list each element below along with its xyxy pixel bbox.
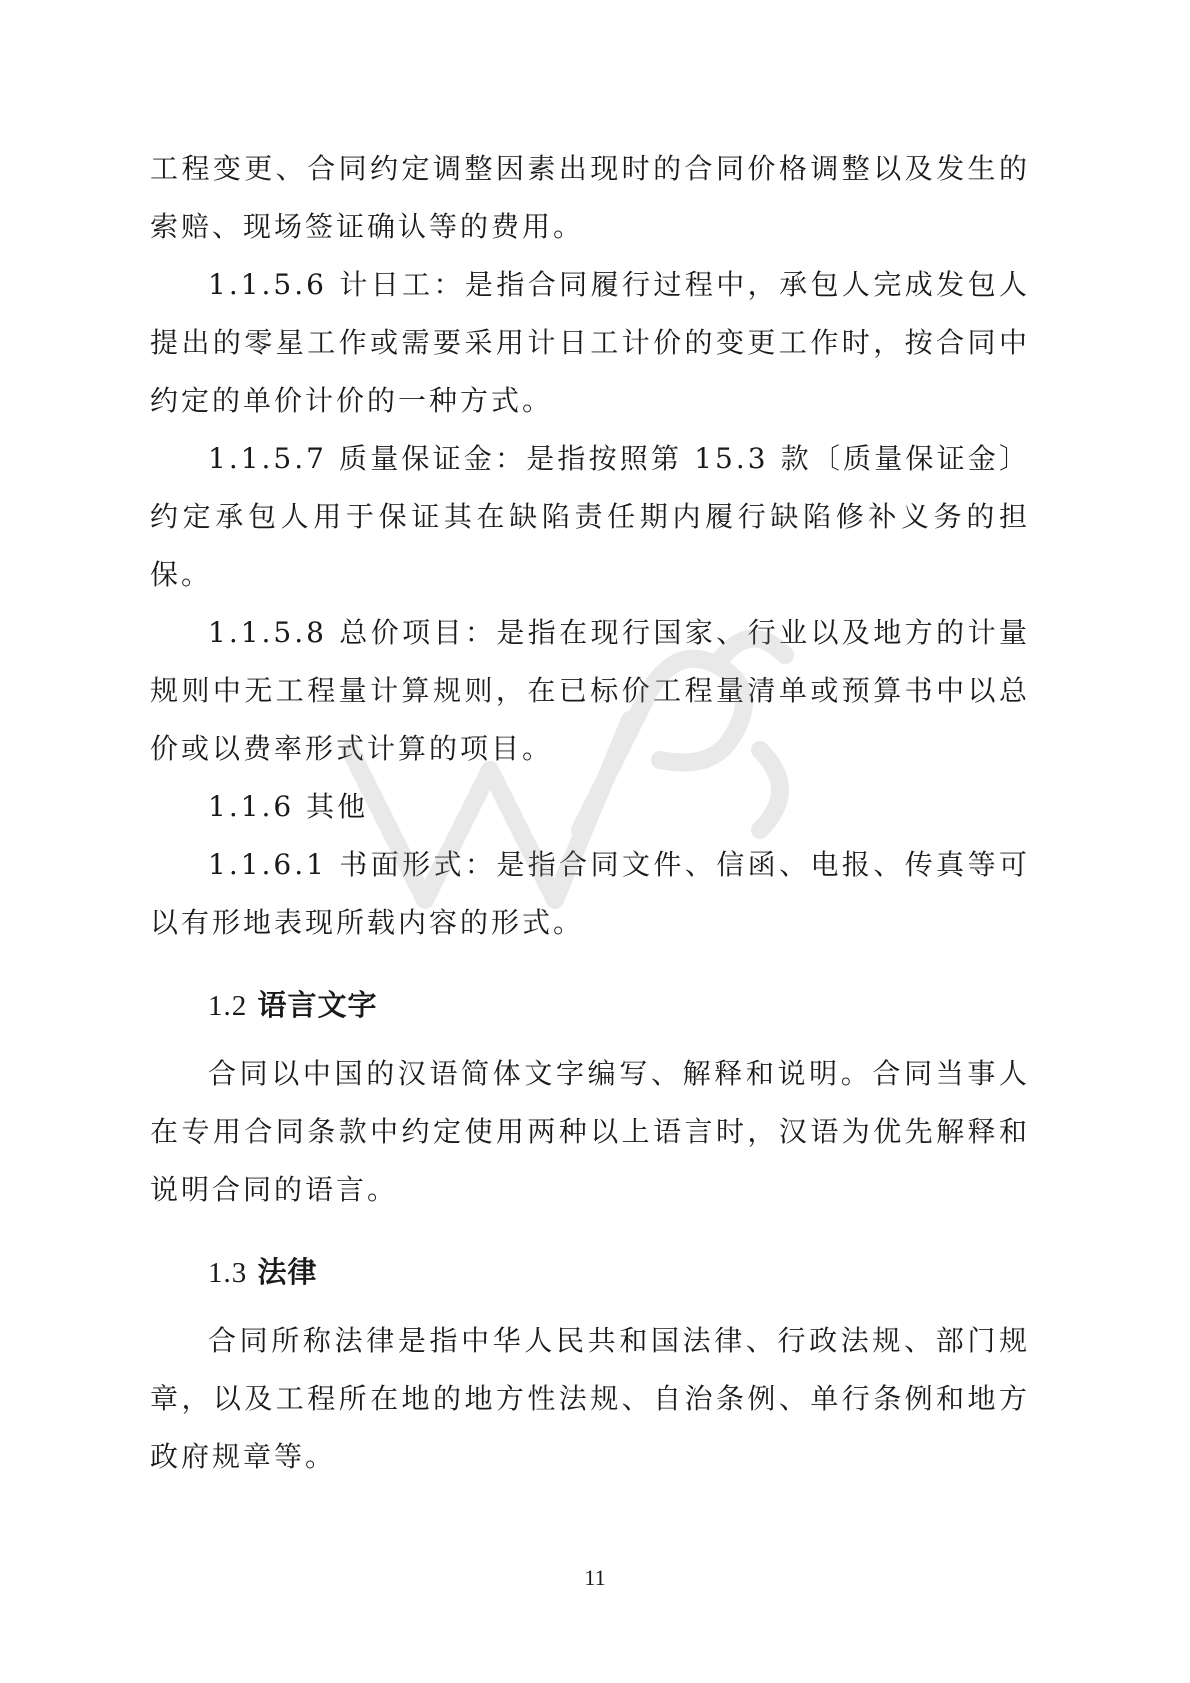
heading-number: 1.2 — [208, 990, 248, 1022]
paragraph-1-1-5-7: 1.1.5.7 质量保证金：是指按照第 15.3 款〔质量保证金〕约定承包人用于保证其在缺陷责任期内履行缺陷修补义务的担保。 — [150, 442, 1030, 591]
paragraph-1-1-5-6: 1.1.5.6 计日工：是指合同履行过程中，承包人完成发包人提出的零星工作或需要采用计日工计价的变更工作时，按合同中约定的单价计价的一种方式。 — [150, 268, 1030, 417]
paragraph-1-1-6-1: 1.1.6.1 书面形式：是指合同文件、信函、电报、传真等可以有形地表现所载内容的形式。 — [150, 848, 1030, 939]
paragraph-language: 合同以中国的汉语简体文字编写、解释和说明。合同当事人在专用合同条款中约定使用两种以上语言时，汉语为优先解释和说明合同的语言。 — [150, 1057, 1030, 1206]
heading-1-3 — [150, 1243, 1030, 1302]
heading-title: 法律 — [257, 1255, 318, 1289]
heading-1-2 — [150, 976, 1030, 1035]
heading-number: 1.3 — [208, 1257, 248, 1289]
paragraph-continuation: 工程变更、合同约定调整因素出现时的合同价格调整以及发生的索赔、现场签证确认等的费用。 — [150, 152, 1030, 243]
paragraph-1-1-6: 1.1.6 其他 — [208, 790, 369, 823]
paragraph-law: 合同所称法律是指中华人民共和国法律、行政法规、部门规章，以及工程所在地的地方性法规、自治条例、单行条例和地方政府规章等。 — [150, 1324, 1030, 1473]
document-page — [150, 140, 1030, 1486]
paragraph-1-1-5-8: 1.1.5.8 总价项目：是指在现行国家、行业以及地方的计量规则中无工程量计算规则，在已标价工程量清单或预算书中以总价或以费率形式计算的项目。 — [150, 616, 1030, 765]
page-number: 11 — [584, 1565, 606, 1590]
heading-title: 语言文字 — [257, 988, 378, 1022]
